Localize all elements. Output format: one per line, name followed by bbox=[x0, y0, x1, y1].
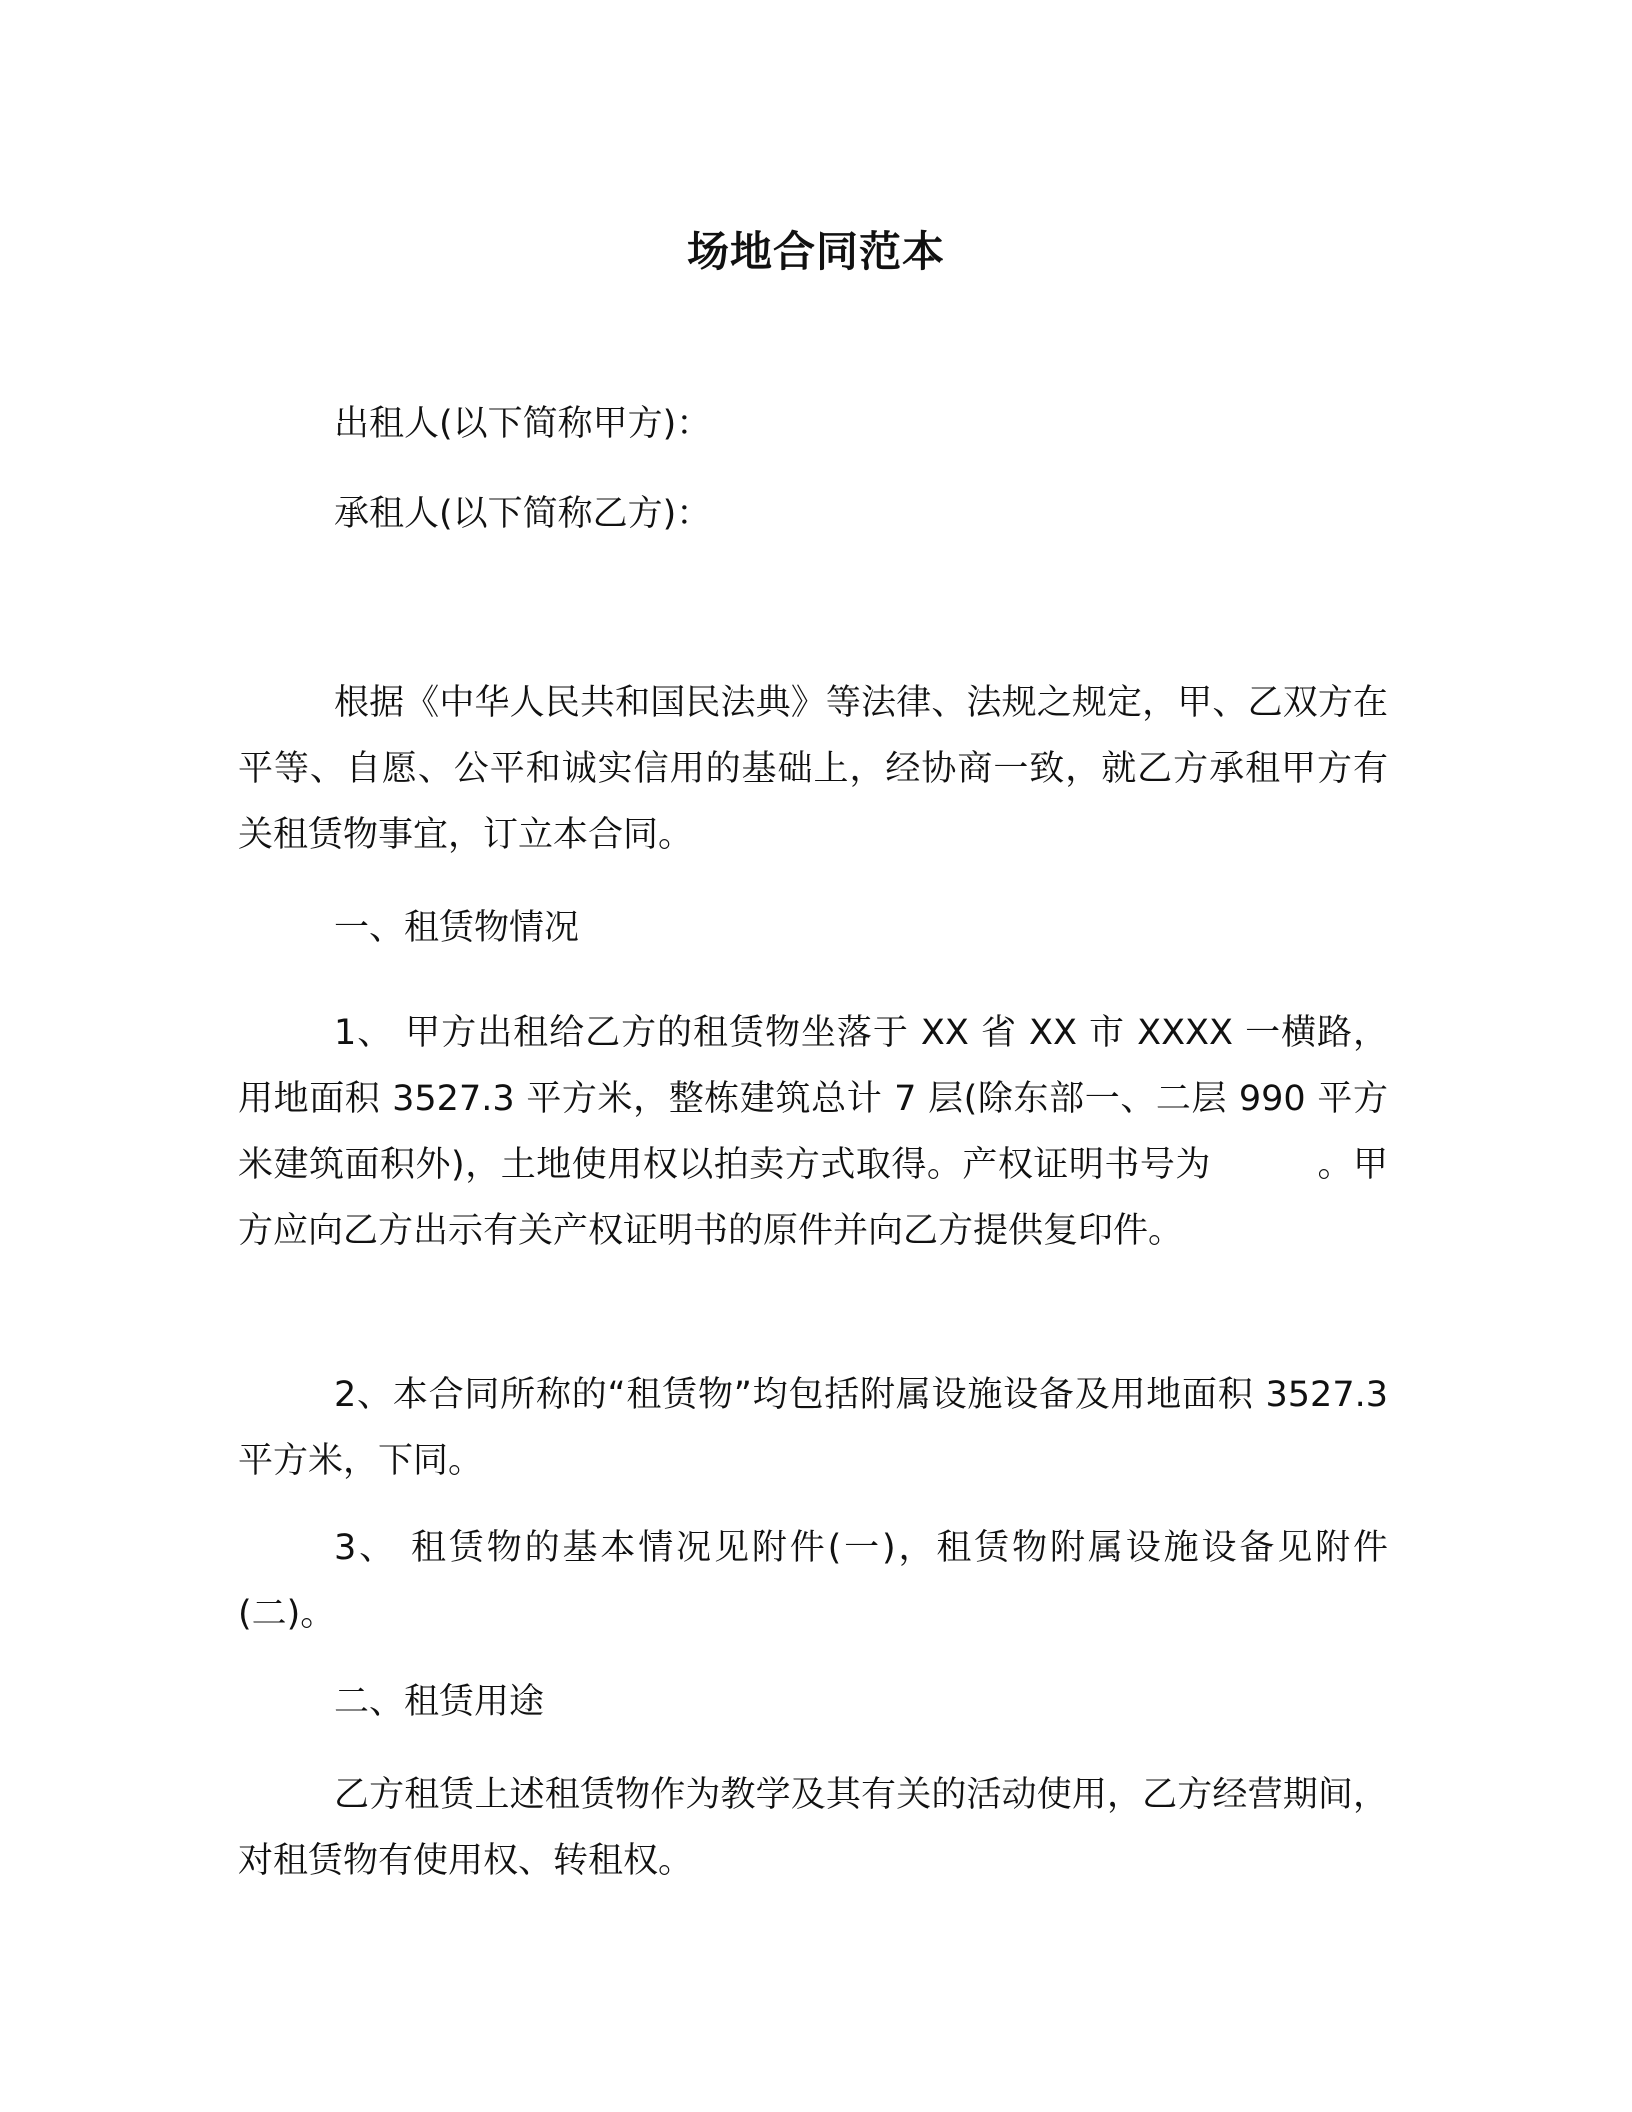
clause-3: 3、 租赁物的基本情况见附件(一)，租赁物附属设施设备见附件(二)。 bbox=[238, 1528, 1388, 1634]
lessor-label: 出租人(以下简称甲方)： bbox=[334, 404, 712, 444]
clause-2: 2、本合同所称的“租赁物”均包括附属设施设备及用地面积 3527.3 平方米，下同。 bbox=[238, 1375, 1388, 1481]
intro-paragraph: 根据《中华人民共和国民法典》等法律、法规之规定，甲、乙双方在平等、自愿、公平和诚实信用的基础上，经协商一致，就乙方承租甲方有关租赁物事宜，订立本合同。 bbox=[238, 683, 1388, 855]
clause-1: 1、 甲方出租给乙方的租赁物坐落于 XX 省 XX 市 XXXX 一横路，用地面积 3527.3 平方米，整栋建筑总计 7 层(除东部一、二层 990 平方米建筑面积外)，土地使用权以拍卖方式取得。产权证明书号为 。甲方应向乙方出示有关产权证明书的原件并向乙方提供复印件。 bbox=[238, 1013, 1388, 1251]
document-title: 场地合同范本 bbox=[686, 227, 945, 276]
section-heading-lease-object: 一、租赁物情况 bbox=[334, 908, 580, 948]
usage-paragraph: 乙方租赁上述租赁物作为教学及其有关的活动使用，乙方经营期间，对租赁物有使用权、转租权。 bbox=[238, 1775, 1388, 1881]
section-heading-lease-usage: 二、租赁用途 bbox=[334, 1682, 545, 1722]
lessee-label: 承租人(以下简称乙方)： bbox=[334, 494, 712, 534]
